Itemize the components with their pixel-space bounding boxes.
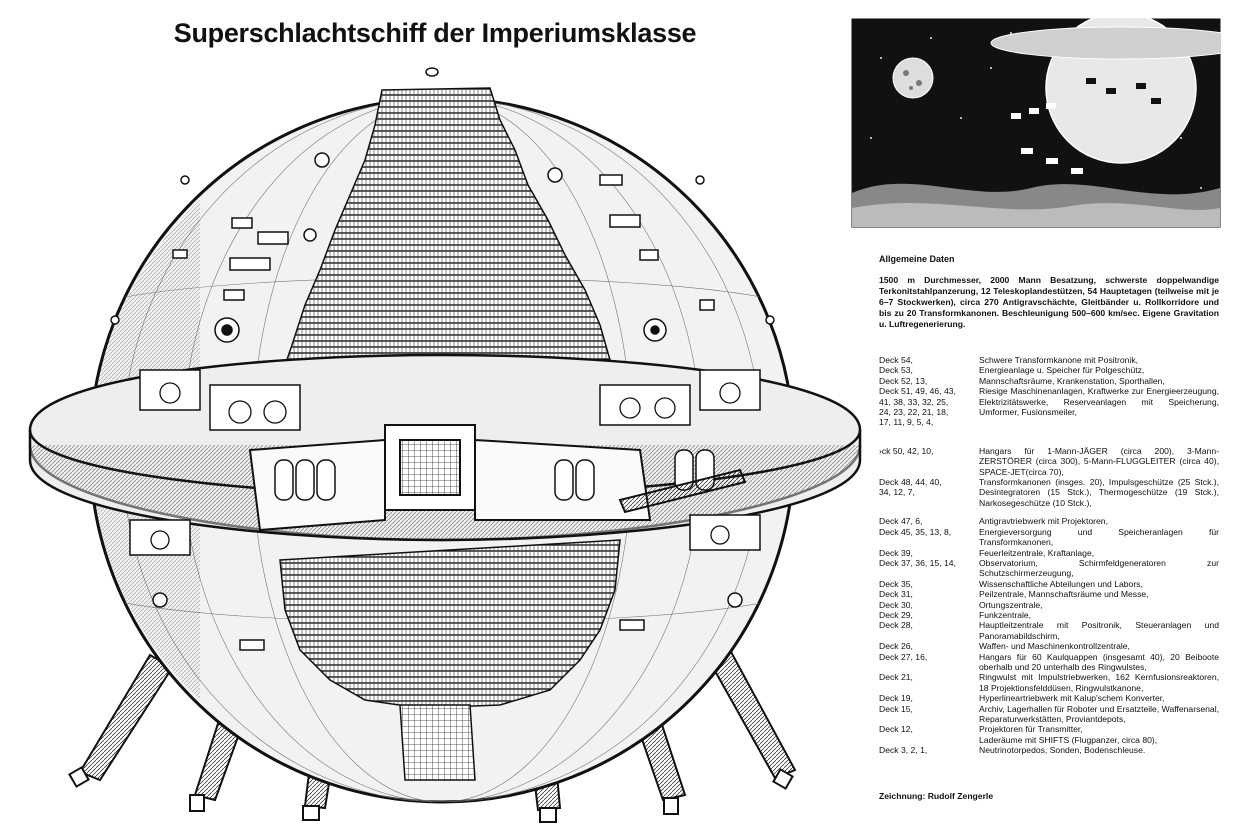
deck-label: Deck 47, 6, xyxy=(879,516,923,527)
deck-row xyxy=(879,365,1219,375)
deck-label: Deck 45, 35, 13, 8, xyxy=(879,526,952,537)
deck-description: Hyperlineartriebwerk mit Kalup'schem Konverter, xyxy=(979,693,1165,704)
deck-label: Deck 26, xyxy=(879,641,913,652)
deck-row xyxy=(879,693,1219,703)
deck-label: Deck 19, xyxy=(879,693,913,704)
deck-label: Deck 21, xyxy=(879,672,913,683)
deck-description: Antigravtriebwerk mit Projektoren, xyxy=(979,516,1108,527)
deck-label: Deck 53, xyxy=(879,365,913,376)
deck-row xyxy=(879,548,1219,558)
deck-row xyxy=(879,610,1219,620)
deck-description: Hangars für 1-Mann-JÄGER (circa 200), 3-Mann-ZERSTÖRER (circa 300), 5-Mann-FLUGGLEITER (circa 40), SPACE-JET(circa 70), xyxy=(979,445,1219,477)
deck-row xyxy=(879,735,1219,745)
deck-description: Feuerleitzentrale, Kraftanlage, xyxy=(979,547,1095,558)
deck-row xyxy=(879,589,1219,599)
deck-label: Deck 29, xyxy=(879,609,913,620)
deck-row xyxy=(879,446,1219,477)
deck-row xyxy=(879,558,1219,579)
deck-description: Schwere Transformkanone mit Positronik, xyxy=(979,355,1139,365)
deck-description: Waffen- und Maschinenkontrollzentrale, xyxy=(979,641,1130,652)
deck-description: Neutrinotorpedos, Sonden, Bodenschleuse. xyxy=(979,745,1146,756)
deck-description: Ortungszentrale, xyxy=(979,599,1043,610)
deck-label: Deck 37, 36, 15, 14, xyxy=(879,557,956,568)
deck-row xyxy=(879,386,1219,428)
deck-label: Deck 39, xyxy=(879,547,913,558)
deck-label xyxy=(879,735,979,745)
deck-description: Archiv, Lagerhallen für Roboter und Ersatzteile, Waffenarsenal, Reparaturwerkstätten, Proviantdepots, xyxy=(979,703,1219,724)
deck-row xyxy=(879,745,1219,755)
space-scene-illustration xyxy=(851,18,1221,228)
deck-description: Mannschaftsräume, Krankenstation, Sporthallen, xyxy=(979,375,1165,386)
deck-label: Deck 54, xyxy=(879,355,913,365)
deck-label: Deck 12, xyxy=(879,724,913,735)
general-data-intro: 1500 m Durchmesser, 2000 Mann Besatzung, schwerste doppelwandige Terkonitstahlpanzerung, 12 Teleskoplandestützen, 54 Hauptetagen (teilweise mit je 6–7 Stockwerken), circa 270 Antigravschächte, Gleitbänder u. Rollkorridore und bis zu 20 Transformkanonen. Beschleunigung 500–600 km/sec. Eigene Gravitation u. Luftregenerierung. xyxy=(879,275,1219,329)
general-data-heading: Allgemeine Daten xyxy=(879,254,955,264)
deck-label: Deck 51, 49, 46, 43, 41, 38, 33, 32, 25, 24, 23, 22, 21, 18, 17, 11, 9, 5, 4, xyxy=(879,386,956,428)
deck-description: Riesige Maschinenanlagen, Kraftwerke zur Energieerzeugung, Elektrizitätswerke, Reserveanlagen mit Speicherung, Umformer, Fusionsmeiler, xyxy=(979,386,1219,418)
deck-description: Laderäume mit SHIFTS (Flugpanzer, circa 80), xyxy=(979,734,1158,745)
deck-description: Hangars für 60 Kaulquappen (insgesamt 40), 20 Beiboote oberhalb und 20 unterhalb des Ringwulstes, xyxy=(979,651,1219,672)
deck-row xyxy=(879,376,1219,386)
deck-row xyxy=(879,620,1219,641)
deck-row xyxy=(879,516,1219,526)
deck-row xyxy=(879,672,1219,693)
deck-label: Deck 31, xyxy=(879,589,913,600)
deck-description: Ringwulst mit Impulstriebwerken, 162 Kernfusionsreaktoren, 18 Projektionsfelddüsen, Ringwulstkanone, xyxy=(979,672,1219,693)
deck-row xyxy=(879,355,1219,365)
deck-description: Observatorium, Schirmfeldgeneratoren zur Schutzschirmerzeugung, xyxy=(979,557,1219,579)
deck-label: Deck 3, 2, 1, xyxy=(879,745,928,756)
deck-row xyxy=(879,527,1219,548)
deck-description: Peilzentrale, Mannschaftsräume und Messe, xyxy=(979,589,1149,600)
deck-label: Deck 35, xyxy=(879,578,913,589)
deck-list xyxy=(879,355,1219,756)
deck-description: Wissenschaftliche Abteilungen und Labors, xyxy=(979,578,1143,589)
deck-label: Deck 52, 13, xyxy=(879,375,928,386)
deck-label: ›ck 50, 42, 10, xyxy=(879,445,934,456)
deck-description: Energieversorgung und Speicheranlagen für Transformkanonen, xyxy=(979,526,1219,548)
deck-row xyxy=(879,652,1219,673)
deck-label: Deck 28, xyxy=(879,620,913,631)
deck-label: Deck 48, 44, 40, 34, 12, 7, xyxy=(879,477,942,498)
deck-row xyxy=(879,641,1219,651)
deck-row xyxy=(879,724,1219,734)
drawing-credit: Zeichnung: Rudolf Zengerle xyxy=(879,791,994,801)
deck-description: Hauptleitzentrale mit Positronik, Steueranlagen und Panoramabildschirm, xyxy=(979,620,1219,641)
deck-row xyxy=(879,579,1219,589)
deck-description: Funkzentrale, xyxy=(979,609,1032,620)
deck-label: Deck 27, 16, xyxy=(879,651,928,662)
deck-label: Deck 30, xyxy=(879,599,913,610)
deck-row xyxy=(879,704,1219,725)
deck-label: Deck 15, xyxy=(879,703,913,714)
deck-description: Projektoren für Transmitter, xyxy=(979,724,1083,735)
deck-description: Energieanlage u. Speicher für Polgeschütz, xyxy=(979,365,1145,376)
deck-row xyxy=(879,600,1219,610)
deck-row xyxy=(879,477,1219,508)
deck-description: Transformkanonen (insges. 20), Impulsgeschütze (25 Stck.), Desintegratoren (15 Stck.), Thermogeschütze (19 Stck.), Narkosegeschütze (10 Stck.), xyxy=(979,477,1219,508)
page-title: Superschlachtschiff der Imperiumsklasse xyxy=(173,18,697,48)
ship-cutaway-illustration xyxy=(0,55,870,834)
